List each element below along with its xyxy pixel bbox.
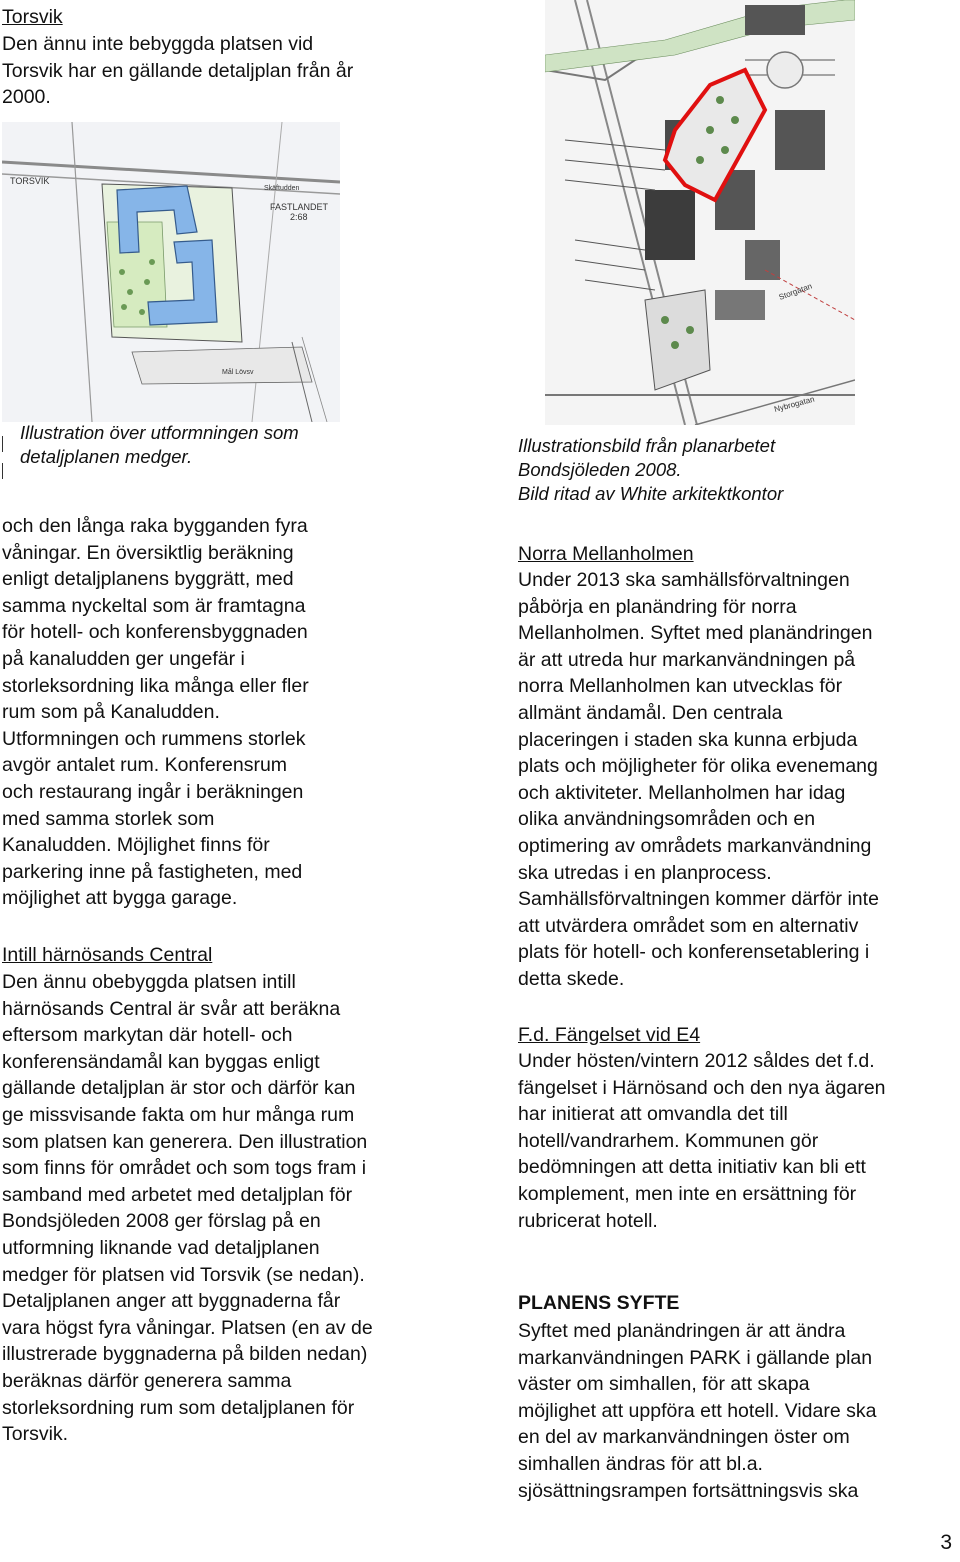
bondsjoleden-credit: Bild ritad av White arkitektkontor — [518, 483, 784, 504]
planens-syfte-heading: PLANENS SYFTE — [518, 1292, 680, 1314]
page-number: 3 — [940, 1531, 952, 1554]
torsvik-map-caption: Illustration över utformningen som detaljplanen medger. — [20, 422, 299, 467]
map1-label-3: Skäftudden — [264, 185, 300, 192]
margin-mark — [2, 436, 3, 452]
central-heading: Intill härnösands Central — [2, 944, 213, 966]
torsvik-detail-plan-map — [2, 122, 340, 422]
planens-syfte-text: Syftet med planändringen är att ändra markanvändningen PARK i gällande plan väster om simhallen, för att skapa möjlighet att uppföra ett hotell. Vidare ska en del av markanvändningen öster om simhallen ändras för att bl.a. sjösättningsrampen fortsättningsvis ska — [518, 1320, 877, 1502]
torsvik-heading: Torsvik — [2, 6, 63, 28]
bondsjoleden-illustration-map — [545, 0, 855, 425]
norra-mellanholmen-text: Under 2013 ska samhällsförvaltningen påbörja en planändring för norra Mellanholmen. Syftet med planändringen är att utreda hur markanvändningen på norra Mellanholmen kan utvecklas för allmänt ändamål. Den centrala placeringen i staden ska kunna erbjuda plats och möjligheter för olika evenemang och aktiviteter. Mellanholmen har idag olika användningsområden och en optimering av områdets markanvändning ska utredas i en planprocess. Samhällsförvaltningen kommer därför inte att utvärdera området som en alternativ plats för hotell- och konferensetablering i detta skede. — [518, 569, 879, 990]
torsvik-text: Den ännu inte bebyggda platsen vid Torsvik har en gällande detaljplan från år 2000. — [2, 33, 354, 109]
margin-mark — [2, 463, 3, 479]
fangelset-heading: F.d. Fängelset vid E4 — [518, 1024, 701, 1046]
map2-label-1: Nybrogatan — [773, 394, 816, 414]
fangelset-text: Under hösten/vintern 2012 såldes det f.d. fängelset i Härnösand och den nya ägaren har initierat att omvandla det till hotell/vandrarhem. Kommunen gör bedömningen att detta initiativ kan bli ett komplement, men inte en ersättning för rubricerat hotell. — [518, 1050, 886, 1232]
central-text: Den ännu obebyggda platsen intill härnösands Central är svår att beräkna eftersom markytan där hotell- och konferensändamål kan byggas enligt gällande detaljplan är stor och därför kan ge missvisande fakta om hur många rum som platsen kan generera. Den illustration som finns för området och som togs fram i samband med arbetet med detaljplan för Bondsjöleden 2008 ger förslag på en utformning liknande vad detaljplanen medger för platsen vid Torsvik (se nedan). Detaljplanen anger att byggnaderna får vara högst fyra våningar. Platsen (en av de illustrerade byggnaderna på bilden nedan) beräknas därför generera samma storleksordning rum som detaljplanen för Torsvik. — [2, 971, 373, 1446]
torsvik-map-drawing — [2, 122, 340, 422]
bondsjoleden-caption: Illustrationsbild från planarbetet Bondsjöleden 2008. — [518, 435, 776, 480]
map1-label-4: Mål Lövsv — [222, 369, 254, 376]
map2-label-0: Storgatan — [777, 281, 814, 302]
torsvik-calculation-text: och den långa raka bygganden fyra våningar. En översiktlig beräkning enligt detaljplanens byggrätt, med samma nyckeltal som är framtagna för hotell- och konferensbyggnaden på kanaludden ger ungefär i storleksordning lika många eller fler rum som på Kanaludden. Utformningen och rummens storlek avgör antalet rum. Konferensrum och restaurang ingår i beräkningen med samma storlek som Kanaludden. Möjlighet finns för parkering inne på fastigheten, med möjlighet att bygga garage. — [2, 515, 309, 910]
map1-label-1: FASTLANDET — [270, 202, 329, 212]
map1-label-0: TORSVIK — [10, 176, 50, 186]
bondsjoleden-map-drawing — [545, 0, 855, 425]
map1-label-2: 2:68 — [290, 212, 308, 222]
norra-mellanholmen-heading: Norra Mellanholmen — [518, 543, 694, 565]
